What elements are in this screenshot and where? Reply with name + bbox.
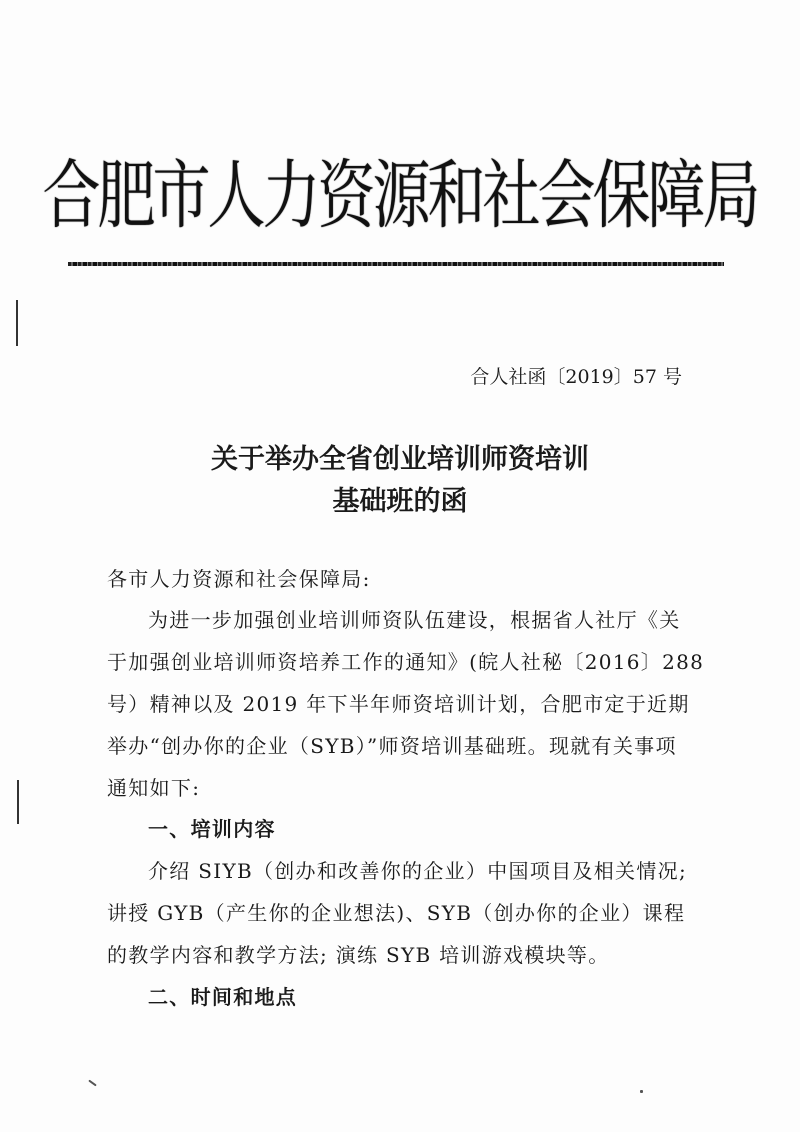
masthead-divider (68, 262, 724, 266)
document-title: 关于举办全省创业培训师资培训 (211, 444, 589, 475)
section-heading: 二、时间和地点 (148, 985, 298, 1009)
paragraph-line: 为进一步加强创业培训师资队伍建设，根据省人社厅《关 (148, 608, 681, 632)
paragraph-line: 讲授 GYB（产生你的企业想法)、SYB（创办你的企业）课程 (107, 901, 686, 925)
scan-speck (640, 1090, 643, 1093)
scan-speck (88, 1080, 97, 1087)
section-heading: 一、培训内容 (148, 817, 276, 841)
issuer-masthead: 合肥市人力资源和社会保障局 (42, 151, 758, 239)
binding-mark (17, 780, 19, 824)
binding-mark (16, 300, 18, 346)
paragraph-line: 号）精神以及 2019 年下半年师资培训计划，合肥市定于近期 (107, 692, 690, 716)
paragraph-line: 的教学内容和教学方法; 演练 SYB 培训游戏模块等。 (107, 943, 610, 967)
paragraph-line: 通知如下: (107, 776, 201, 800)
paragraph-line: 于加强创业培训师资培养工作的通知》(皖人社秘〔2016〕288 (107, 650, 705, 674)
paragraph-line: 举办“创办你的企业（SYB）”师资培训基础班。现就有关事项 (107, 734, 677, 758)
document-title-continued: 基础班的函 (332, 486, 468, 517)
paragraph-line: 介绍 SIYB（创办和改善你的企业）中国项目及相关情况; (148, 859, 687, 883)
document-number: 合人社函〔2019〕57 号 (470, 366, 682, 388)
salutation: 各市人力资源和社会保障局: (107, 567, 371, 591)
